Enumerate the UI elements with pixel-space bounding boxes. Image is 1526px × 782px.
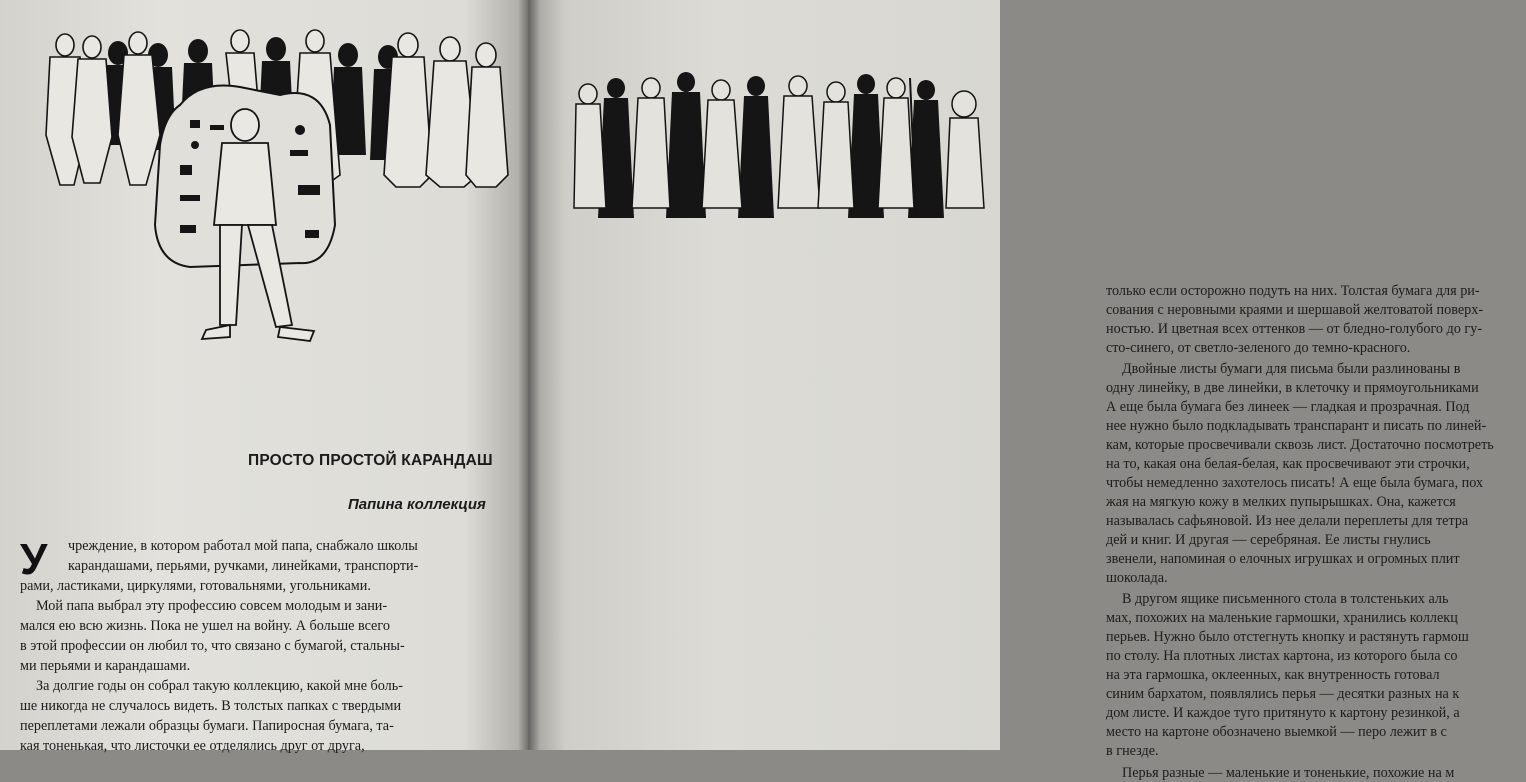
- text-line: ше никогда не случалось видеть. В толстых папках с твердыми: [20, 698, 402, 714]
- illustration-ancient-figures: [30, 25, 520, 270]
- text-line: ностью. И цветная всех оттенков — от бледно-голубого до гу-: [1106, 321, 1483, 337]
- text-line: по столу. На плотных листах картона, из которого была со: [1106, 648, 1458, 664]
- text-line: сования с неровными краями и шершавой желтоватой поверх-: [1106, 302, 1484, 318]
- text-line: только если осторожно подуть на них. Толстая бумага для ри-: [1106, 283, 1480, 299]
- illustration-historical-crowd: [566, 68, 986, 228]
- section-title: Папина коллекция: [348, 496, 486, 513]
- text-line: перьев. Нужно было отстегнуть кнопку и растянуть гармош: [1106, 629, 1469, 645]
- text-line: мался ею всю жизнь. Пока не ушел на войну. А больше всего: [20, 618, 390, 634]
- text-line: жая на мягкую кожу в мелких пупырышках. Она, кажется: [1106, 494, 1456, 510]
- chapter-title: ПРОСТО ПРОСТОЙ КАРАНДАШ: [248, 452, 493, 469]
- text-line: карандашами, перьями, ручками, линейками, транспорти-: [68, 558, 419, 574]
- text-line: За долгие годы он собрал такую коллекцию, какой мне боль-: [36, 678, 403, 694]
- text-line: называлась сафьяновой. Из нее делали переплеты для тетра: [1106, 513, 1469, 529]
- drop-cap: У: [20, 535, 48, 584]
- text-line: место на картоне обозначено выемкой — перо лежит в с: [1106, 724, 1447, 740]
- text-line: на то, какая она белая-белая, как просвечивают эти строчки,: [1106, 456, 1470, 472]
- left-page: [0, 0, 528, 754]
- text-line: в гнезде.: [1106, 743, 1159, 759]
- text-line: А еще была бумага без линеек — гладкая и прозрачная. Под: [1106, 399, 1470, 415]
- text-line: дей и книг. И другая — серебряная. Ее листы гнулись: [1106, 532, 1431, 548]
- text-line: кам, которые просвечивали сквозь лист. Достаточно посмотреть: [1106, 437, 1494, 453]
- text-line: переплетами лежали образцы бумаги. Папиросная бумага, та-: [20, 718, 394, 734]
- text-line: Перья разные — маленькие и тоненькие, похожие на м: [1122, 765, 1455, 781]
- text-line: шоколада.: [1106, 570, 1168, 586]
- text-line: в этой профессии он любил то, что связано с бумагой, стальны-: [20, 638, 405, 654]
- text-line: на эта гармошка, оклеенных, как внутренность готовал: [1106, 667, 1440, 683]
- book-gutter: [518, 0, 540, 750]
- text-line: дом листе. И каждое туго притянуто к картону резинкой, а: [1106, 705, 1460, 721]
- text-line: кая тоненькая, что листочки ее отделялись друг от друга,: [20, 738, 365, 754]
- text-line: чреждение, в котором работал мой папа, снабжало школы: [68, 538, 418, 554]
- text-line: одну линейку, в две линейки, в клеточку и прямоугольниками: [1106, 380, 1479, 396]
- right-page: [528, 0, 1494, 781]
- text-line: рами, ластиками, циркулями, готовальнями, угольниками.: [20, 578, 371, 594]
- text-line: ми перьями и карандашами.: [20, 658, 191, 674]
- text-line: чтобы немедленно захотелось писать! А еще была бумага, пох: [1106, 475, 1484, 491]
- text-line: В другом ящике письменного стола в толстеньких аль: [1122, 591, 1449, 607]
- text-line: синим бархатом, появлялись перья — десятки разных на к: [1106, 686, 1460, 702]
- text-line: звенели, напоминая о елочных игрушках и огромных плит: [1106, 551, 1460, 567]
- text-line: Мой папа выбрал эту профессию совсем молодым и зани-: [36, 598, 388, 614]
- text-line: сто-синего, от светло-зеленого до темно-красного.: [1106, 340, 1411, 356]
- text-line: Двойные листы бумаги для письма были разлинованы в: [1122, 361, 1461, 377]
- text-line: нее нужно было подкладывать транспарант и писать по линей-: [1106, 418, 1487, 434]
- text-line: мах, похожих на маленькие гармошки, хранились коллекц: [1106, 610, 1458, 626]
